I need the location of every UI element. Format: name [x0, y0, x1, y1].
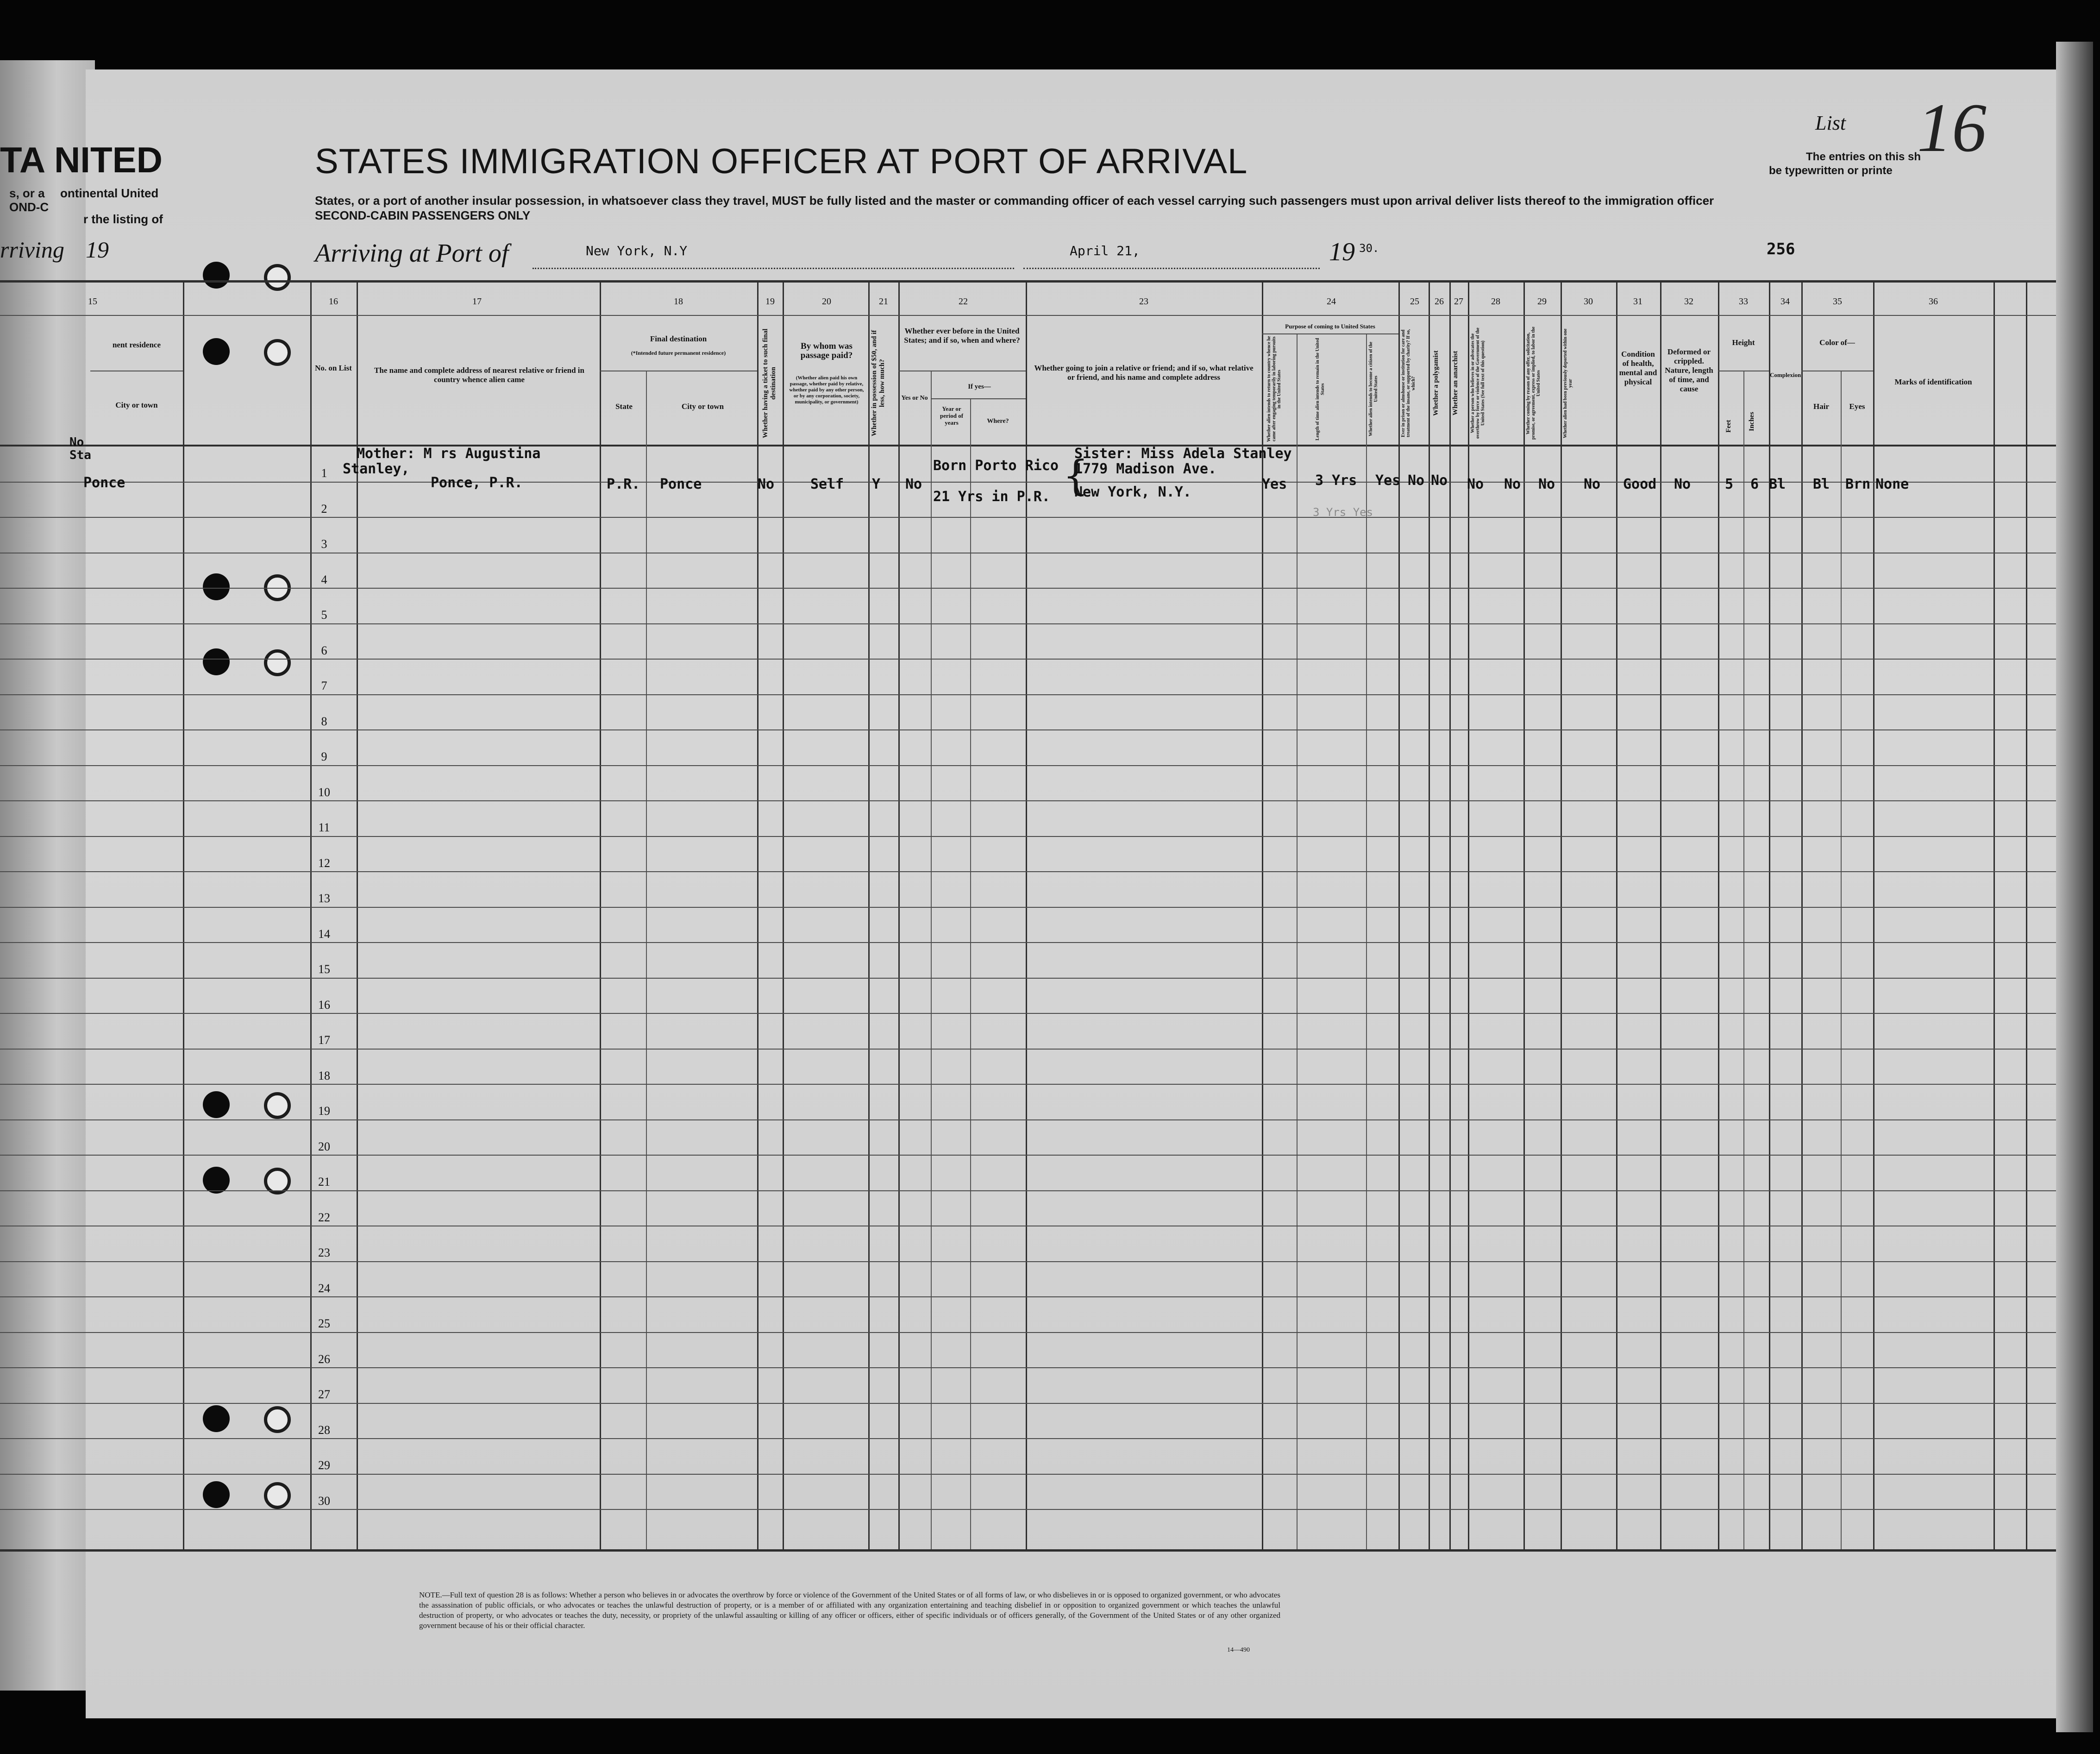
col-rule	[1873, 280, 1874, 1549]
header-residence: nent residence	[112, 340, 161, 349]
header-color-of: Color of—	[1819, 338, 1855, 347]
col-rule	[1769, 280, 1770, 1549]
header-join-relative: Whether going to join a relative or friend; and if so, what relative or friend, and his name and complete address	[1034, 364, 1254, 382]
header-where: Where?	[987, 418, 1009, 425]
header-q29: Whether coming by reason of any offer, solicitation, promise, or agreement, express or implied, to labor in the United States	[1526, 327, 1541, 440]
list-label: List	[1815, 112, 1846, 134]
col-rule	[1561, 280, 1562, 1549]
col-rule	[783, 280, 784, 1549]
row-rule	[0, 694, 2056, 695]
row-rule	[0, 588, 2056, 589]
col-number: 28	[1491, 296, 1500, 307]
table-bottom-rule	[0, 1549, 2056, 1552]
col-number: 34	[1780, 296, 1790, 307]
row-rule	[0, 765, 2056, 766]
year-value: 30.	[1359, 242, 1379, 255]
brace-icon: {	[1063, 452, 1089, 499]
deformed-value: No	[1674, 476, 1691, 492]
row-number: 23	[318, 1246, 330, 1259]
header-return: Whether alien intends to return to country whence he came after engaging temporarily in laboring pursuits in the United States	[1266, 336, 1282, 442]
row-rule	[0, 800, 2056, 801]
row-number: 1	[321, 466, 327, 480]
header-no-on-list: No. on List	[315, 364, 352, 372]
row-number: 22	[318, 1211, 330, 1224]
header-final-destination-note: (*Intended future permanent residence)	[631, 350, 726, 356]
row-number: 8	[321, 715, 327, 728]
fifty-value: Y	[872, 476, 881, 492]
left-line-3: OND-C	[9, 200, 49, 214]
header-hair: Hair	[1813, 402, 1829, 411]
row-rule	[0, 1403, 2056, 1404]
header-sub-rule	[1262, 333, 1398, 334]
row-rule	[0, 1367, 2056, 1368]
header-residence-city: City or town	[115, 401, 158, 409]
col-rule	[1743, 371, 1744, 1549]
before-us-value: No	[905, 476, 922, 492]
row-number: 4	[321, 573, 327, 586]
residence-city: Ponce	[83, 475, 125, 491]
inches-value: 6	[1750, 476, 1759, 492]
header-ticket: Whether having a ticket to such final destination	[762, 328, 777, 438]
row-rule	[0, 978, 2056, 979]
row-number: 6	[321, 644, 327, 657]
row-number: 16	[318, 998, 330, 1012]
col-rule	[1429, 280, 1430, 1549]
col-rule	[2026, 280, 2027, 1549]
paid-by-value: Self	[810, 476, 844, 492]
row-number: 17	[318, 1033, 330, 1047]
row-number: 21	[318, 1175, 330, 1188]
table-top-rule	[0, 280, 2056, 283]
header-feet: Feet	[1725, 420, 1732, 433]
before-us-line-1: Born Porto Rico	[933, 458, 1059, 474]
row-rule	[0, 871, 2056, 872]
col-rule	[1523, 280, 1525, 1549]
row-rule	[0, 1049, 2056, 1050]
col-number: 23	[1139, 296, 1148, 307]
col-rule	[1993, 280, 1995, 1549]
header-sub-rule	[0, 315, 2056, 316]
port-value: New York, N.Y	[586, 243, 688, 258]
page-number: 256	[1767, 240, 1795, 258]
header-state: State	[615, 402, 633, 411]
row-number: 20	[318, 1140, 330, 1153]
header-relative: The name and complete address of nearest relative or friend in country whence alien came	[374, 366, 584, 384]
feet-value: 5	[1725, 476, 1734, 492]
col-number: 36	[1929, 296, 1938, 307]
row-rule	[0, 942, 2056, 943]
col-number: 33	[1739, 296, 1748, 307]
col-rule	[1660, 280, 1661, 1549]
marks-value: None	[1875, 476, 1909, 492]
eyes-value: Brn	[1845, 476, 1871, 492]
col-rule	[310, 280, 312, 1549]
row-rule	[0, 1155, 2056, 1156]
row-rule	[0, 729, 2056, 730]
citizen-value: Yes	[1375, 472, 1401, 489]
col-number: 20	[822, 296, 831, 307]
row-rule	[0, 1119, 2056, 1120]
row-rule	[0, 1084, 2056, 1085]
col-number: 35	[1833, 296, 1842, 307]
left-line-4: r the listing of	[83, 212, 163, 226]
header-inches: Inches	[1748, 412, 1755, 431]
health-value: Good	[1623, 476, 1657, 492]
col-rule	[757, 280, 759, 1549]
header-yes-no: Yes or No	[901, 395, 928, 402]
col-rule	[183, 280, 184, 1549]
row-rule	[0, 623, 2056, 624]
col-rule	[868, 280, 870, 1549]
row-rule	[0, 1509, 2056, 1510]
row-number: 15	[318, 962, 330, 976]
row-number: 5	[321, 608, 327, 622]
complexion-value: Bl	[1769, 476, 1786, 492]
header-city-town: City or town	[681, 402, 724, 411]
row-rule	[0, 1296, 2056, 1297]
col-number: 25	[1410, 296, 1419, 307]
header-length-stay: Length of time alien intends to remain in the United States	[1315, 338, 1325, 440]
year-prefix: 19	[1329, 238, 1355, 266]
col-rule	[646, 371, 647, 1549]
header-eyes: Eyes	[1849, 402, 1865, 411]
col-rule	[1841, 371, 1842, 1549]
anarchist-value: No	[1467, 476, 1484, 492]
row-rule	[0, 659, 2056, 660]
ticket-value: No	[758, 476, 775, 492]
page-title: STATES IMMIGRATION OFFICER AT PORT OF ARRIVAL	[315, 142, 1248, 181]
entries-note-2: be typewritten or printe	[1769, 164, 1893, 177]
row-number: 13	[318, 892, 330, 905]
col-rule	[1262, 280, 1263, 1549]
left-title-fragment: TA NITED	[0, 139, 163, 180]
row-number: 7	[321, 679, 327, 692]
col-rule	[1398, 280, 1400, 1549]
residence-prefix-2: Sta	[69, 448, 91, 462]
header-passage-note: (Whether alien paid his own passage, whether paid by relative, whether paid by any other person, or by any corporation, society, municipality, or government)	[789, 375, 864, 405]
date-value: April 21,	[1070, 243, 1140, 258]
col-rule	[1718, 280, 1719, 1549]
col-rule	[931, 371, 932, 1549]
row-rule	[0, 1438, 2056, 1439]
col-number: 22	[959, 296, 968, 307]
relative-line-2: Stanley,	[343, 461, 410, 477]
header-final-destination: Final destination	[650, 334, 707, 343]
row-number: 12	[318, 856, 330, 870]
col-number: 26	[1435, 296, 1444, 307]
subtitle: States, or a port of another insular possession, in whatsoever class they travel, MUST be fully listed and the master or commanding officer of each vessel carrying such passengers must upon arrival deliver lists thereof to the immigration officer	[315, 194, 1714, 207]
row-number: 26	[318, 1352, 330, 1366]
footer-note: NOTE.—Full text of question 28 is as follows: Whether a person who believes in or advocates the overthrow by force or violence of the Government of the United States or of all forms of law, or who disbelieves in or is opposed to organized government, or who advocates the assassination of public officials, or who advocates or teaches the unlawful destruction of property, or is a member of or affiliated with any organization entertaining and teaching disbelief in or opposition to organized government or which teaches the unlawful destruction of property, or who advocates or teaches the duty, necessity, or propriety of the unlawful assaulting or killing of any officer or officers, either of specific individuals or of officers generally, of the Government of the United States or of any other organized government because of his or their official character.	[419, 1591, 1280, 1630]
row-rule	[0, 1474, 2056, 1475]
col-rule	[1449, 280, 1451, 1549]
subtitle-second-cabin: SECOND-CABIN PASSENGERS ONLY	[315, 208, 531, 222]
row-number: 28	[318, 1423, 330, 1437]
col-rule	[1616, 280, 1617, 1549]
q29-value: No	[1538, 476, 1555, 492]
col-number: 24	[1327, 296, 1336, 307]
prison-value: No	[1408, 472, 1425, 489]
header-fifty: Whether in possession of $50, and if less, how much?	[871, 330, 886, 437]
header-year-period: Year or period of years	[940, 405, 964, 426]
col-number: 16	[329, 296, 338, 307]
col-rule	[970, 398, 971, 1549]
row-number: 3	[321, 537, 327, 551]
row-rule	[0, 1332, 2056, 1333]
header-deported: Whether alien had been previously deported within one year	[1563, 328, 1573, 438]
col-rule	[600, 280, 601, 1549]
row-number: 29	[318, 1459, 330, 1472]
list-number-handwritten: 16	[1917, 89, 1987, 166]
col-number: 17	[472, 296, 482, 307]
header-purpose: Purpose of coming to United States	[1285, 323, 1375, 330]
header-deformed: Deformed or crippled. Nature, length of time, and cause	[1665, 347, 1713, 393]
left-line-1: s, or a	[9, 186, 45, 200]
col-number: 27	[1454, 296, 1463, 307]
header-before-us: Whether ever before in the United States; and if so, when and where?	[904, 327, 1020, 345]
form-number: 14—490	[1227, 1647, 1250, 1653]
join-line-3: New York, N.Y.	[1074, 484, 1191, 500]
header-marks: Marks of identification	[1894, 377, 1972, 386]
col-number: 32	[1684, 296, 1693, 307]
col-rule	[1801, 280, 1803, 1549]
header-q28: Whether a person who believes in or advocates the overthrow by force or violence of the Government of the United States (See full text of this question)	[1470, 327, 1486, 439]
destination-city: Ponce	[660, 476, 702, 492]
entries-note-1: The entries on this sh	[1806, 151, 1921, 163]
polygamist-value: No	[1431, 472, 1448, 489]
col-rule	[1468, 280, 1469, 1549]
header-sub-rule	[931, 398, 1026, 399]
col-rule	[898, 280, 900, 1549]
col-number: 30	[1584, 296, 1593, 307]
residence-prefix: No	[69, 435, 84, 449]
header-height: Height	[1732, 338, 1755, 347]
header-if-yes: If yes—	[968, 383, 991, 390]
header-prison: Ever in prison or almshouse or institution for care and treatment of the insane, or supported by charity? If so, which?	[1401, 329, 1416, 438]
col-number: 15	[88, 296, 97, 307]
col-number: 31	[1633, 296, 1642, 307]
row-rule	[0, 517, 2056, 518]
col-number: 21	[879, 296, 888, 307]
length-stay-value: 3 Yrs	[1315, 472, 1357, 489]
row-rule	[0, 482, 2056, 483]
left-year: 19	[86, 237, 109, 263]
col-number: 18	[674, 296, 683, 307]
header-citizen: Whether alien intends to become a citizen of the United States	[1368, 341, 1379, 437]
join-line-2: 1779 Madison Ave.	[1074, 461, 1217, 477]
header-anarchist: Whether an anarchist	[1452, 351, 1459, 416]
row-number: 18	[318, 1069, 330, 1082]
row-number: 11	[318, 821, 330, 834]
row-number: 2	[321, 502, 327, 516]
q28-value: No	[1504, 476, 1521, 492]
row-rule	[0, 1261, 2056, 1262]
row-number: 25	[318, 1317, 330, 1330]
relative-line-3: Ponce, P.R.	[431, 475, 523, 491]
row-number: 9	[321, 750, 327, 763]
row-rule	[0, 1013, 2056, 1014]
header-polygamist: Whether a polygamist	[1432, 350, 1440, 416]
row-number: 27	[318, 1388, 330, 1401]
header-complexion: Complexion	[1770, 371, 1801, 378]
arriving-label: Arriving at Port of	[315, 239, 509, 268]
destination-state: P.R.	[607, 476, 640, 492]
relative-line-1: Mother: M rs Augustina	[357, 446, 541, 462]
header-health: Condition of health, mental and physical	[1619, 350, 1657, 386]
row-rule	[0, 836, 2056, 837]
header-bottom-rule	[0, 445, 2056, 446]
row-rule	[0, 1190, 2056, 1191]
faint-annotation: 3 Yrs Yes	[1313, 506, 1373, 519]
row-number: 19	[318, 1104, 330, 1118]
hair-value: Bl	[1813, 476, 1830, 492]
before-us-line-2: 21 Yrs in P.R.	[933, 489, 1050, 505]
row-number: 24	[318, 1282, 330, 1295]
row-number: 10	[318, 786, 330, 799]
col-number: 29	[1537, 296, 1547, 307]
header-passage-paid: By whom was passage paid?	[800, 341, 853, 360]
row-rule	[0, 907, 2056, 908]
left-line-2: ontinental United	[60, 186, 159, 200]
deported-value: No	[1584, 476, 1601, 492]
col-number: 19	[765, 296, 775, 307]
join-line-1: Sister: Miss Adela Stanley	[1074, 446, 1292, 462]
left-arriving: rriving	[0, 237, 64, 263]
row-number: 30	[318, 1494, 330, 1508]
return-value: Yes	[1262, 476, 1287, 492]
row-number: 14	[318, 927, 330, 941]
